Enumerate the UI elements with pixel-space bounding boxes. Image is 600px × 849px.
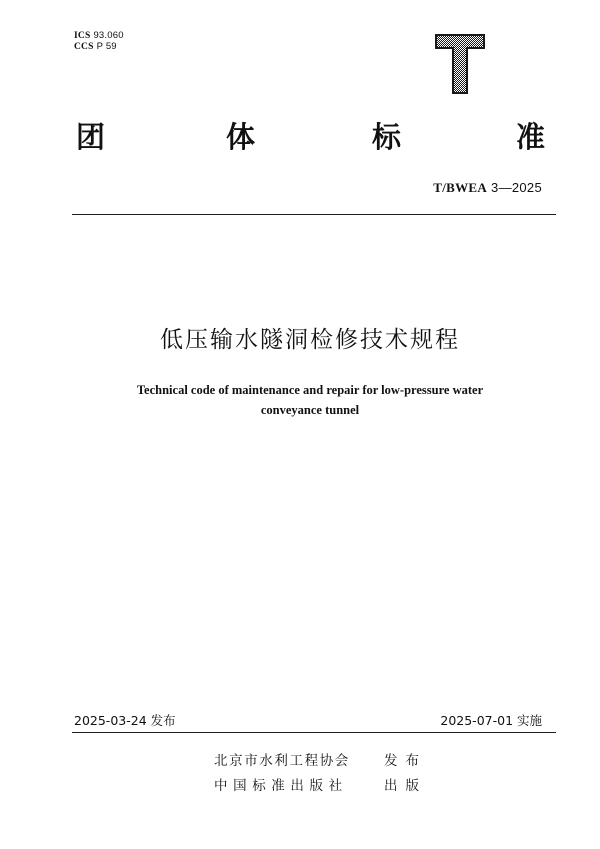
doc-type-char-2: 体 [226,120,256,154]
ics-code: 93.060 [93,30,124,41]
doc-type-char-1: 团 [76,120,106,154]
header-divider [72,214,556,215]
doc-type-char-4: 准 [516,120,546,154]
title-english-line-2: conveyance tunnel [260,403,360,417]
footer-divider [72,732,556,733]
release-date: 2025-03-24 发布 [74,713,176,728]
issuing-action: 发布 [384,753,427,769]
ccs-label: CCS [74,42,94,52]
publishing-organization: 中国标准出版社 [214,778,348,794]
issuing-organization: 北京市水利工程协会 [214,753,350,769]
ccs-classification [74,41,117,53]
title-english-line-1: Technical code of maintenance and repair for low-pressure water [136,383,484,397]
standard-number-prefix: T/BWEA [433,180,488,195]
publishing-action: 出版 [384,778,427,794]
ccs-code: P 59 [96,41,117,52]
standard-number-value: 3—2025 [491,180,542,195]
implementation-date: 2025-07-01 实施 [440,713,542,728]
ics-label: ICS [74,31,91,41]
title-chinese: 低压输水隧洞检修技术规程 [160,327,460,353]
standard-type-logo [434,33,486,95]
doc-type-char-3: 标 [372,120,402,154]
standard-number [433,180,542,196]
